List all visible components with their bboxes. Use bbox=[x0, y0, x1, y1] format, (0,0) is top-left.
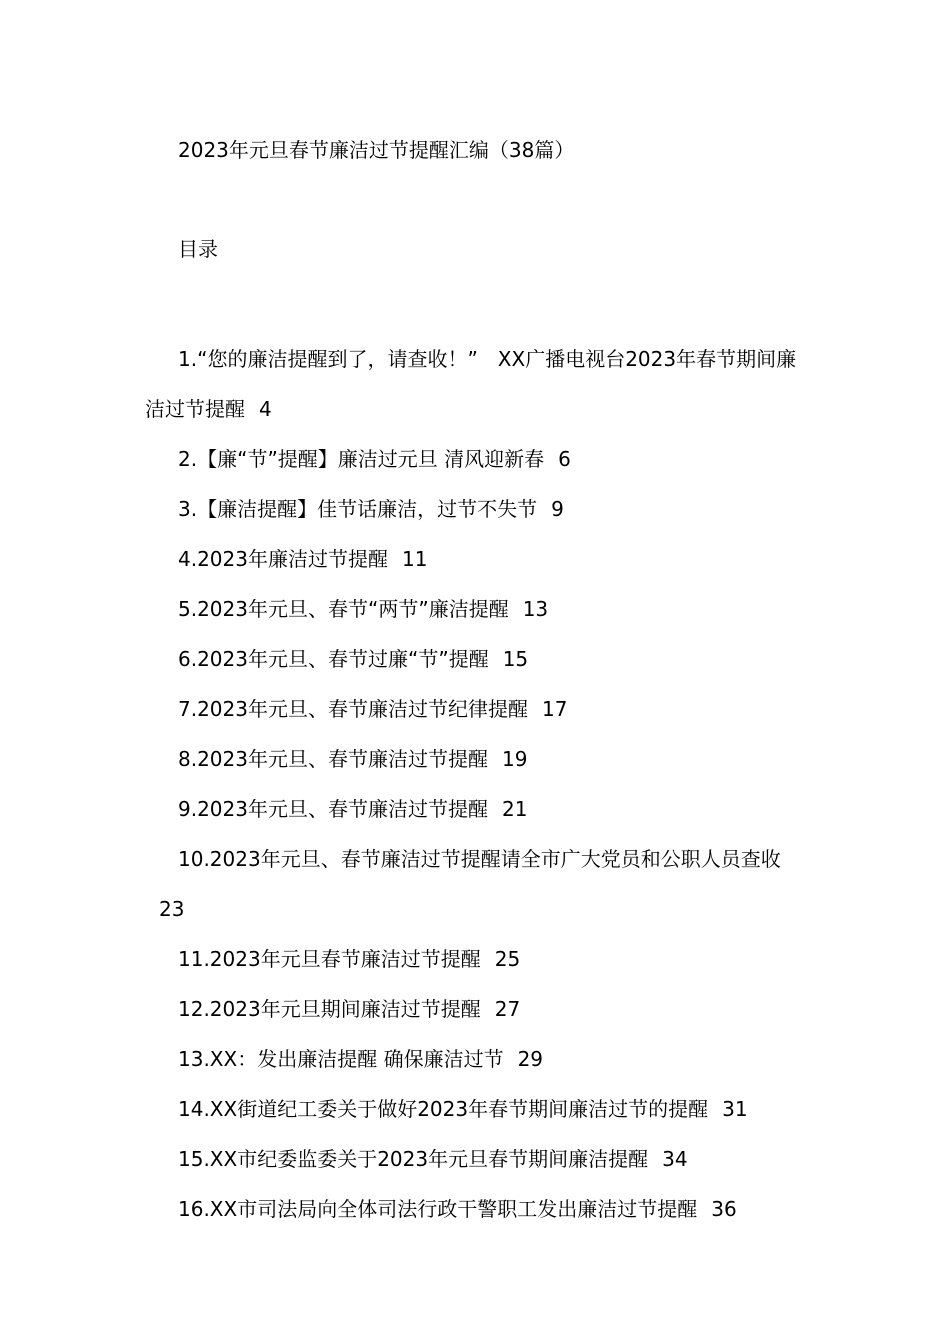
toc-item-page: 13 bbox=[522, 597, 549, 621]
toc-item-text: 7.2023年元旦、春节廉洁过节纪律提醒 bbox=[178, 697, 528, 721]
toc-item[interactable] bbox=[145, 434, 815, 484]
toc-list bbox=[145, 334, 815, 1234]
toc-item-page: 15 bbox=[502, 647, 529, 671]
toc-item-page: 27 bbox=[494, 997, 521, 1021]
toc-item-page: 11 bbox=[401, 547, 428, 571]
toc-item-text: 1.“您的廉洁提醒到了，请查收！” XX广播电视台2023年春节期间廉洁过节提醒 bbox=[145, 347, 797, 421]
toc-item-text: 13.XX：发出廉洁提醒 确保廉洁过节 bbox=[178, 1047, 504, 1071]
toc-item-text: 15.XX市纪委监委关于2023年元旦春节期间廉洁提醒 bbox=[178, 1147, 649, 1171]
toc-item[interactable] bbox=[145, 584, 815, 634]
toc-item-page: 21 bbox=[501, 797, 528, 821]
toc-item-page: 29 bbox=[517, 1047, 544, 1071]
toc-item-page: 19 bbox=[501, 747, 528, 771]
toc-item[interactable] bbox=[145, 1034, 815, 1084]
toc-item[interactable] bbox=[145, 1184, 815, 1234]
toc-item[interactable] bbox=[145, 484, 815, 534]
toc-item[interactable] bbox=[145, 1134, 815, 1184]
toc-item-text: 11.2023年元旦春节廉洁过节提醒 bbox=[178, 947, 481, 971]
toc-item-text: 10.2023年元旦、春节廉洁过节提醒请全市广大党员和公职人员查收 bbox=[178, 847, 781, 871]
toc-item-text: 8.2023年元旦、春节廉洁过节提醒 bbox=[178, 747, 488, 771]
document-title: 2023年元旦春节廉洁过节提醒汇编（38篇） bbox=[178, 138, 575, 162]
toc-item[interactable] bbox=[145, 934, 815, 984]
toc-item[interactable] bbox=[145, 784, 815, 834]
toc-item[interactable] bbox=[145, 734, 815, 784]
toc-item-text: 3.【廉洁提醒】佳节话廉洁，过节不失节 bbox=[178, 497, 538, 521]
toc-item-page: 25 bbox=[494, 947, 521, 971]
toc-item[interactable] bbox=[145, 834, 815, 934]
toc-item[interactable] bbox=[145, 534, 815, 584]
toc-item-text: 5.2023年元旦、春节“两节”廉洁提醒 bbox=[178, 597, 509, 621]
toc-item-page: 17 bbox=[541, 697, 568, 721]
toc-item-text: 14.XX街道纪工委关于做好2023年春节期间廉洁过节的提醒 bbox=[178, 1097, 709, 1121]
toc-item-text: 16.XX市司法局向全体司法行政干警职工发出廉洁过节提醒 bbox=[178, 1197, 698, 1221]
toc-item[interactable] bbox=[145, 1084, 815, 1134]
toc-item-page: 34 bbox=[662, 1147, 688, 1171]
toc-item[interactable] bbox=[145, 684, 815, 734]
toc-heading: 目录 bbox=[178, 237, 218, 261]
toc-item-page: 4 bbox=[259, 397, 272, 421]
toc-item-page: 6 bbox=[558, 447, 571, 471]
toc-item-text: 6.2023年元旦、春节过廉“节”提醒 bbox=[178, 647, 489, 671]
toc-item-page: 9 bbox=[551, 497, 564, 521]
toc-item-page: 31 bbox=[722, 1097, 748, 1121]
toc-item-text: 9.2023年元旦、春节廉洁过节提醒 bbox=[178, 797, 488, 821]
toc-item-page: 36 bbox=[711, 1197, 737, 1221]
toc-item[interactable] bbox=[145, 984, 815, 1034]
toc-item-text: 4.2023年廉洁过节提醒 bbox=[178, 547, 388, 571]
toc-item-page: 23 bbox=[159, 897, 185, 921]
toc-item-text: 12.2023年元旦期间廉洁过节提醒 bbox=[178, 997, 481, 1021]
toc-item[interactable] bbox=[145, 334, 815, 434]
toc-item-text: 2.【廉“节”提醒】廉洁过元旦 清风迎新春 bbox=[178, 447, 545, 471]
toc-item[interactable] bbox=[145, 634, 815, 684]
